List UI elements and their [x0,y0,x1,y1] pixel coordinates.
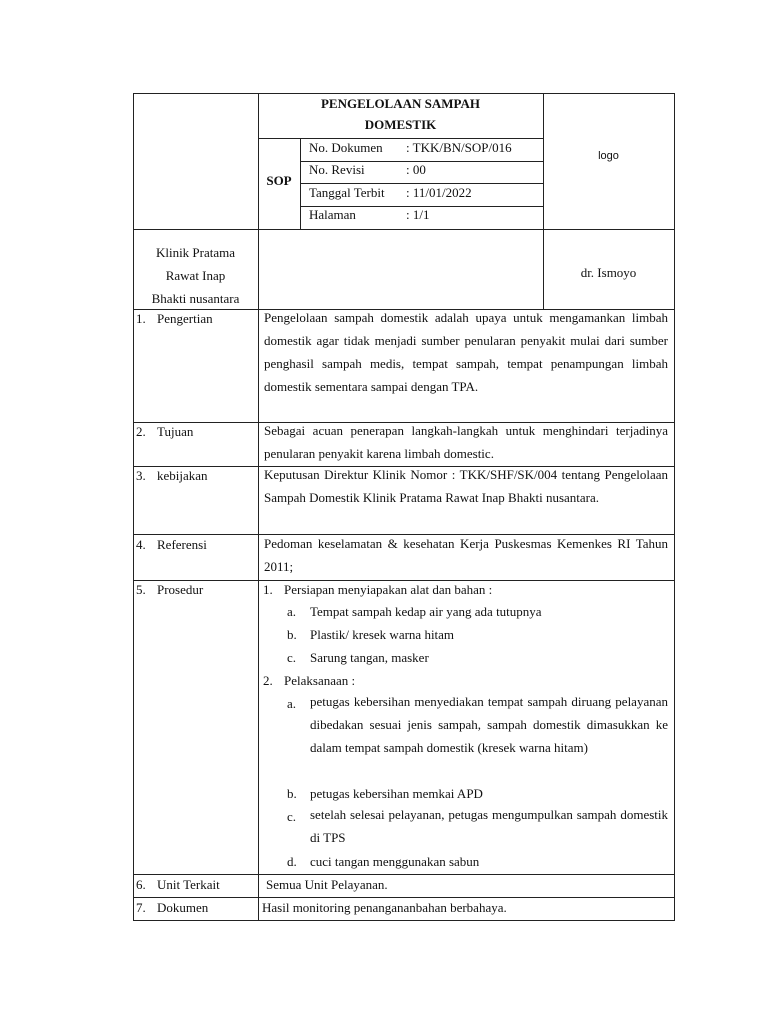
clinic-name-line3: Bhakti nusantara [151,291,240,306]
table-border [674,93,675,921]
section-text-referensi: Pedoman keselamatan & kesehatan Kerja Puskesmas Kemenkes RI Tahun 2011; [264,536,668,574]
step-title-persiapan: Persiapan menyiapakan alat dan bahan : [284,582,493,597]
step-number: 2. [263,673,273,688]
table-border [133,93,134,921]
list-item: setelah selesai pelayanan, petugas mengumpulkan sampah domestik di TPS [310,807,668,845]
section-text-dokumen: Hasil monitoring penangananbahan berbahaya. [262,900,507,915]
list-item: cuci tangan menggunakan sabun [310,854,480,869]
list-item: petugas kebersihan menyediakan tempat sampah diruang pelayanan dibedakan sesuai jenis sampah, sampah domestik dimasukkan ke dalam tempat sampah domestik (kresek warna hitam) [310,694,668,755]
field-label-tanggal-terbit: Tanggal Terbit [309,185,385,200]
section-number: 7. [136,900,146,915]
table-border [300,138,301,229]
list-item-letter: a. [287,696,297,711]
section-number: 4. [136,537,146,552]
section-label-tujuan: Tujuan [157,424,194,439]
table-border [300,183,543,184]
table-border [258,309,259,921]
list-item: Sarung tangan, masker [310,650,429,665]
section-number: 2. [136,424,146,439]
table-border [133,580,675,581]
field-value-halaman: : 1/1 [406,207,430,222]
section-text-kebijakan: Keputusan Direktur Klinik Nomor : TKK/SHF/SK/004 tentang Pengelolaan Sampah Domestik Klinik Pratama Rawat Inap Bhakti nusantara. [264,467,668,505]
logo-placeholder: logo [598,150,619,162]
table-border [133,874,675,875]
field-value-tanggal-terbit: : 11/01/2022 [406,185,472,200]
list-item: petugas kebersihan memkai APD [310,786,483,801]
section-label-kebijakan: kebijakan [157,468,208,483]
section-label-pengertian: Pengertian [157,311,213,326]
section-number: 5. [136,582,146,597]
field-label-no-dokumen: No. Dokumen [309,140,383,155]
signatory-name: dr. Ismoyo [580,265,637,280]
section-label-referensi: Referensi [157,537,207,552]
list-item: Plastik/ kresek warna hitam [310,627,455,642]
table-border [133,920,675,921]
field-label-halaman: Halaman [309,207,356,222]
table-border [133,229,675,230]
clinic-name-line1: Klinik Pratama [155,245,236,260]
table-border [133,897,675,898]
list-item-letter: c. [287,650,297,665]
section-number: 6. [136,877,146,892]
field-value-no-dokumen: : TKK/BN/SOP/016 [406,140,512,155]
section-label-prosedur: Prosedur [157,582,204,597]
list-item-letter: d. [287,854,297,869]
step-number: 1. [263,582,273,597]
list-item-letter: b. [287,786,297,801]
document-title-line2: DOMESTIK [364,117,437,132]
section-number: 3. [136,468,146,483]
step-title-pelaksanaan: Pelaksanaan : [284,673,356,688]
list-item: Tempat sampah kedap air yang ada tutupnya [310,604,542,619]
section-number: 1. [136,311,146,326]
section-label-dokumen: Dokumen [157,900,209,915]
sop-label: SOP [266,173,292,188]
list-item-letter: a. [287,604,297,619]
section-text-tujuan: Sebagai acuan penerapan langkah-langkah untuk menghindari terjadinya penularan penyakit karena limbah domestic. [264,423,668,461]
section-text-pengertian: Pengelolaan sampah domestik adalah upaya untuk mengamankan limbah domestik agar tidak menjadi sumber penularan penyakit mulai dari sumber penghasil sampah medis, tempat sampah, tempat penampungan limbah domestik sementara sampai dengan TPA. [264,310,668,394]
list-item-letter: c. [287,809,297,824]
document-title-line1: PENGELOLAAN SAMPAH [320,96,480,111]
clinic-name-line2: Rawat Inap [165,268,226,283]
field-value-no-revisi: : 00 [406,162,426,177]
field-label-no-revisi: No. Revisi [309,162,365,177]
section-label-unit-terkait: Unit Terkait [157,877,220,892]
list-item-letter: b. [287,627,297,642]
section-text-unit-terkait: Semua Unit Pelayanan. [266,877,388,892]
